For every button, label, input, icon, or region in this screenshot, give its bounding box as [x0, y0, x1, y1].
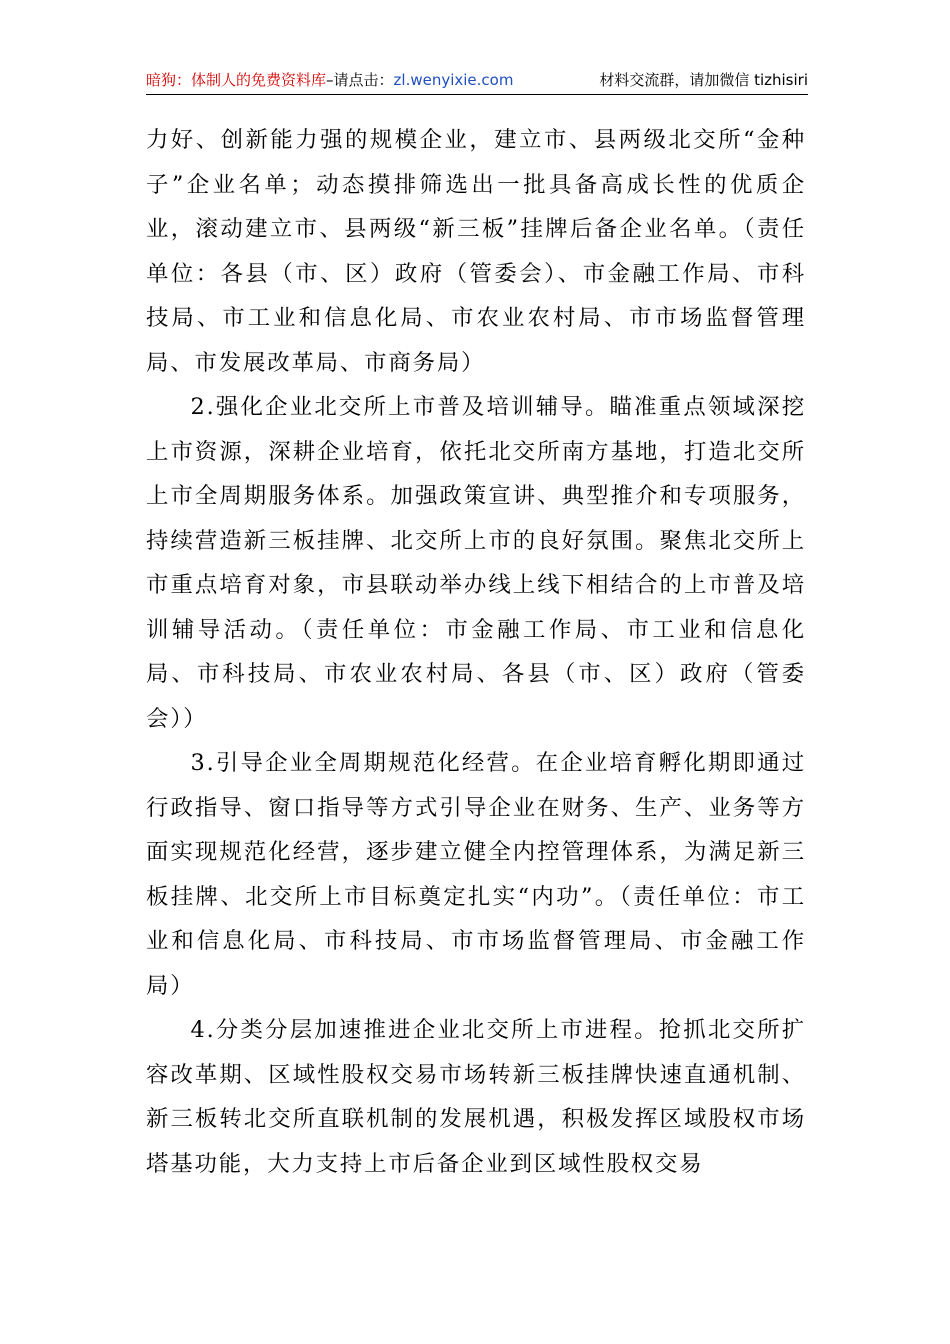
header-link[interactable]: zl.wenyixie.com — [393, 71, 514, 89]
paragraph-continuation: 力好、创新能力强的规模企业，建立市、县两级北交所“金种子”企业名单；动态摸排筛选出一批具备高成长性的优质企业，滚动建立市、县两级“新三板”挂牌后备企业名单。（责任单位：各县（市、区）政府（管委会）、市金融工作局、市科技局、市工业和信息化局、市农业农村局、市市场监督管理局、市发展改革局、市商务局） — [146, 127, 806, 376]
paragraph-item-3: 3.引导企业全周期规范化经营。在企业培育孵化期即通过行政指导、窗口指导等方式引导企业在财务、生产、业务等方面实现规范化经营，逐步建立健全内控管理体系，为满足新三板挂牌、北交所上市目标奠定扎实“内功”。（责任单位：市工业和信息化局、市科技局、市市场监督管理局、市金融工作局） — [146, 750, 806, 999]
document-body — [146, 118, 806, 1186]
header-group-info: 材料交流群，请加微信 tizhisiri — [599, 71, 808, 89]
page-header — [146, 66, 808, 95]
paragraph-item-4: 4.分类分层加速推进企业北交所上市进程。抢抓北交所扩容改革期、区域性股权交易市场转新三板挂牌快速直通机制、新三板转北交所直联机制的发展机遇，积极发挥区域股权市场塔基功能，大力支持上市后备企业到区域性股权交易 — [146, 1017, 806, 1177]
header-brand: 暗狗：体制人的免费资料库 — [146, 71, 327, 89]
paragraph-item-2: 2.强化企业北交所上市普及培训辅导。瞄准重点领域深挖上市资源，深耕企业培育，依托北交所南方基地，打造北交所上市全周期服务体系。加强政策宣讲、典型推介和专项服务，持续营造新三板挂牌、北交所上市的良好氛围。聚焦北交所上市重点培育对象，市县联动举办线上线下相结合的上市普及培训辅导活动。（责任单位：市金融工作局、市工业和信息化局、市科技局、市农业农村局、各县（市、区）政府（管委会）） — [146, 394, 806, 732]
header-prompt: –请点击： — [326, 71, 394, 89]
